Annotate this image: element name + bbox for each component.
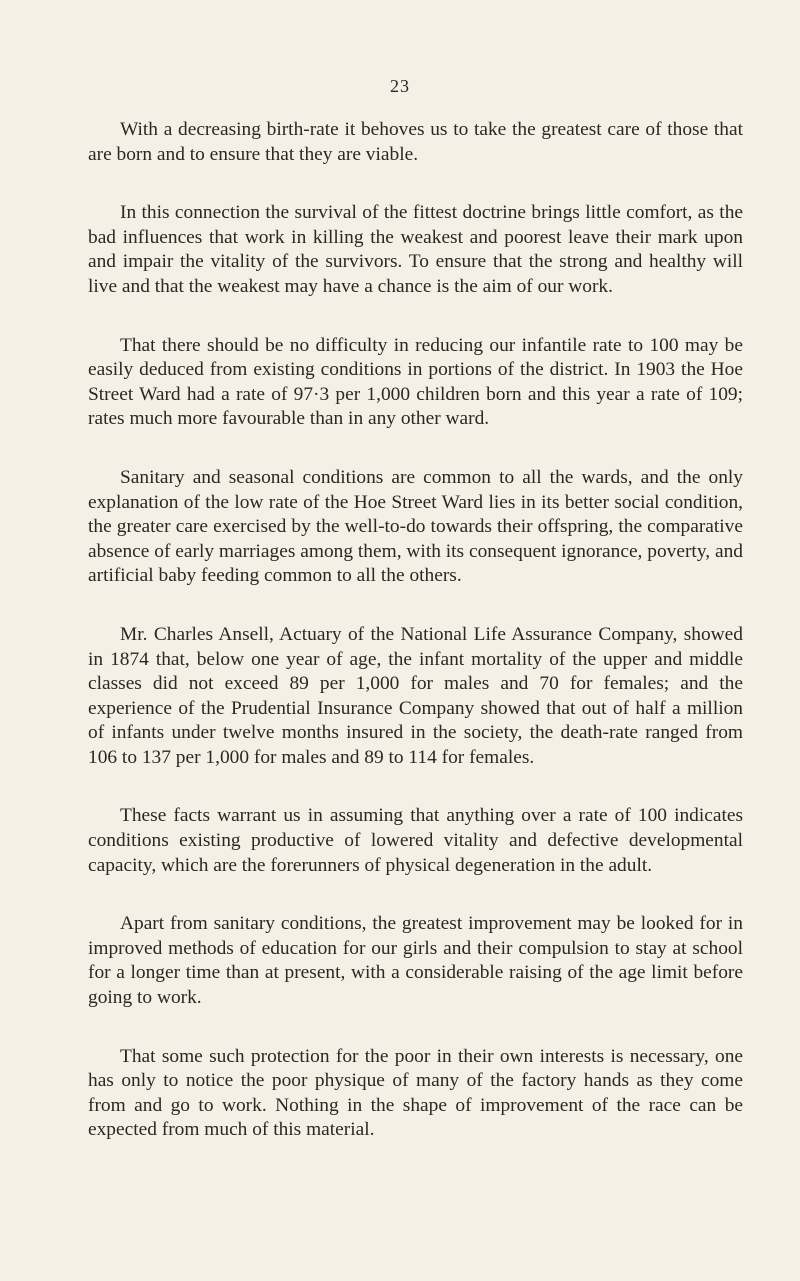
paragraph-3: That there should be no difficulty in reducing our infantile rate to 100 may be easily deduced from existing conditions in portions of the district. In 1903 the Hoe Street Ward had a rate of 97·3 per 1,000 children born and this year a rate of 109; rates much more favourable than in any other ward.	[88, 334, 743, 430]
paragraph-1: With a decreasing birth-rate it behoves us to take the greatest care of those that are born and to ensure that they are viable.	[88, 119, 743, 165]
paragraph-8: That some such protection for the poor in their own interests is necessary, one has only to notice the poor physique of many of the factory hands as they come from and go to work. Nothing in the shape of improvement of the race can be expected from much of this material.	[88, 1045, 743, 1141]
page-number: 23	[390, 76, 410, 96]
paragraph-7: Apart from sanitary conditions, the greatest improvement may be looked for in improved methods of education for our girls and their compulsion to stay at school for a longer time than at present, with a considerable raising of the age limit before going to work.	[88, 913, 743, 1009]
body-text	[88, 118, 743, 1177]
paragraph-5: Mr. Charles Ansell, Actuary of the National Life Assurance Company, showed in 1874 that, below one year of age, the infant mortality of the upper and middle classes did not exceed 89 per 1,000 for males and 70 for females; and the experience of the Prudential Insurance Company showed that out of half a million of infants under twelve months insured in the society, the death-rate ranged from 106 to 137 per 1,000 for males and 89 to 114 for females.	[88, 623, 743, 768]
paragraph-4: Sanitary and seasonal conditions are common to all the wards, and the only explanation of the low rate of the Hoe Street Ward lies in its better social condition, the greater care exercised by the well-to-do towards their offspring, the comparative absence of early marriages among them, with its consequent ignorance, poverty, and artificial baby feeding common to all the others.	[88, 466, 743, 587]
paragraph-2: In this connection the survival of the fittest doctrine brings little comfort, as the bad influences that work in killing the weakest and poorest leave their mark upon and impair the vitality of the survivors. To ensure that the strong and healthy will live and that the weakest may have a chance is the aim of our work.	[88, 202, 743, 297]
paragraph-6: These facts warrant us in assuming that anything over a rate of 100 indicates conditions existing productive of lowered vitality and defective developmental capacity, which are the forerunners of physical degeneration in the adult.	[88, 805, 743, 876]
